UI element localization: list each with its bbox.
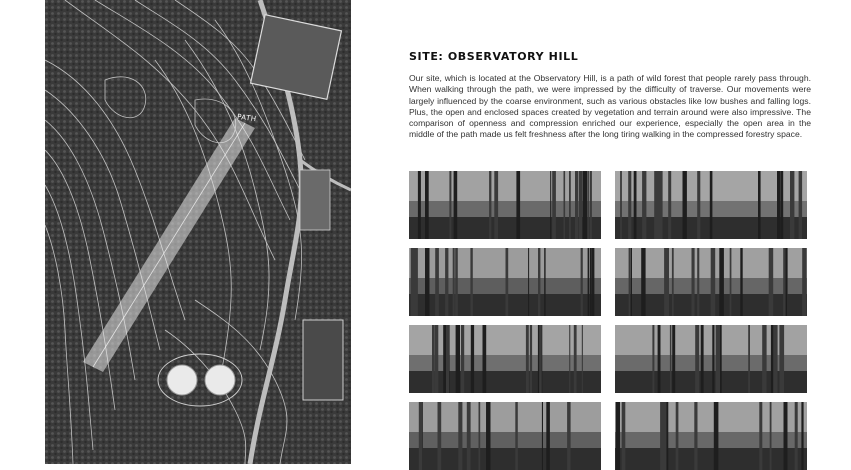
forest-scene bbox=[409, 248, 601, 316]
tree-trunk bbox=[652, 325, 654, 393]
tree-trunk bbox=[569, 171, 571, 239]
tree-trunk bbox=[620, 171, 622, 239]
tree-trunk bbox=[575, 171, 578, 239]
tree-trunk bbox=[583, 171, 588, 239]
tree-trunk bbox=[779, 325, 784, 393]
tree-trunk bbox=[694, 402, 697, 470]
tree-trunk bbox=[719, 248, 724, 316]
tree-trunk bbox=[802, 248, 806, 316]
tree-trunk bbox=[695, 325, 699, 393]
tree-trunk bbox=[790, 171, 794, 239]
tree-trunk bbox=[710, 171, 713, 239]
aerial-site-map bbox=[45, 0, 351, 464]
forest-scene bbox=[409, 325, 601, 393]
tree-trunk bbox=[479, 402, 481, 470]
tree-trunk bbox=[516, 171, 520, 239]
tree-trunk bbox=[528, 248, 529, 316]
tree-trunk bbox=[712, 325, 714, 393]
tree-trunk bbox=[714, 402, 719, 470]
forest-photo-3 bbox=[409, 248, 601, 316]
tree-trunk bbox=[425, 171, 429, 239]
tree-trunk bbox=[435, 325, 439, 393]
tree-trunk bbox=[494, 171, 498, 239]
tree-trunk bbox=[550, 171, 551, 239]
forest-scene bbox=[409, 402, 601, 470]
tree-trunk bbox=[458, 402, 462, 470]
tree-trunk bbox=[777, 171, 781, 239]
tree-trunk bbox=[455, 248, 458, 316]
tree-trunk bbox=[616, 402, 620, 470]
tree-trunk bbox=[641, 248, 645, 316]
tree-trunk bbox=[801, 402, 803, 470]
forest-photo-5 bbox=[409, 325, 601, 393]
tree-trunk bbox=[748, 325, 750, 393]
tree-trunk bbox=[574, 325, 577, 393]
tree-trunk bbox=[711, 248, 716, 316]
tree-trunk bbox=[454, 171, 458, 239]
tree-trunk bbox=[539, 325, 542, 393]
tree-trunk bbox=[419, 402, 422, 470]
map-path-label: PATH bbox=[236, 112, 258, 124]
tree-trunk bbox=[526, 325, 529, 393]
forest-scene bbox=[615, 402, 807, 470]
building bbox=[303, 320, 343, 400]
tree-trunk bbox=[587, 171, 589, 239]
tree-trunk bbox=[631, 248, 632, 316]
tree-trunk bbox=[759, 402, 762, 470]
tree-trunk bbox=[453, 248, 455, 316]
tree-trunk bbox=[579, 171, 582, 239]
forest-photo-4 bbox=[615, 248, 807, 316]
forest-scene bbox=[615, 171, 807, 239]
tree-trunk bbox=[701, 325, 704, 393]
tree-trunk bbox=[716, 325, 720, 393]
forest-scene bbox=[615, 325, 807, 393]
tree-trunk bbox=[470, 248, 472, 316]
tree-trunk bbox=[634, 171, 637, 239]
tree-trunk bbox=[588, 248, 590, 316]
tree-trunk bbox=[664, 248, 669, 316]
tree-trunk bbox=[692, 248, 695, 316]
tree-trunk bbox=[432, 325, 434, 393]
tree-trunk bbox=[670, 325, 672, 393]
tree-trunk bbox=[672, 325, 675, 393]
tree-trunk bbox=[544, 248, 545, 316]
tree-trunk bbox=[658, 325, 661, 393]
tree-trunk bbox=[542, 402, 543, 470]
tree-trunk bbox=[799, 171, 803, 239]
tree-trunk bbox=[740, 248, 742, 316]
map-drawing bbox=[45, 0, 351, 464]
tree-trunk bbox=[668, 171, 671, 239]
tree-trunk bbox=[435, 248, 439, 316]
tree-trunk bbox=[758, 171, 761, 239]
forest-photo-1 bbox=[409, 171, 601, 239]
forest-scene bbox=[409, 171, 601, 239]
tree-trunk bbox=[683, 171, 687, 239]
page-title: SITE: OBSERVATORY HILL bbox=[409, 50, 579, 63]
tree-trunk bbox=[569, 325, 570, 393]
tree-trunk bbox=[506, 248, 509, 316]
water-tank bbox=[205, 365, 235, 395]
tree-trunk bbox=[592, 248, 595, 316]
tree-trunk bbox=[672, 248, 674, 316]
tree-trunk bbox=[786, 248, 788, 316]
tree-trunk bbox=[552, 171, 556, 239]
tree-trunk bbox=[774, 325, 776, 393]
tree-trunk bbox=[445, 248, 448, 316]
tree-trunk bbox=[483, 325, 487, 393]
tree-trunk bbox=[795, 402, 798, 470]
tree-trunk bbox=[418, 171, 421, 239]
tree-trunk bbox=[538, 248, 540, 316]
water-tank bbox=[167, 365, 197, 395]
tree-trunk bbox=[642, 171, 646, 239]
tree-trunk bbox=[425, 248, 430, 316]
tree-trunk bbox=[629, 248, 631, 316]
tree-trunk bbox=[546, 402, 550, 470]
tree-trunk bbox=[486, 402, 490, 470]
tree-trunk bbox=[564, 171, 566, 239]
tree-trunk bbox=[471, 325, 474, 393]
tree-trunk bbox=[467, 402, 471, 470]
tree-trunk bbox=[489, 171, 491, 239]
tree-trunk bbox=[414, 248, 418, 316]
tree-trunk bbox=[622, 402, 626, 470]
tree-trunk bbox=[697, 248, 699, 316]
tree-trunk bbox=[590, 171, 592, 239]
tree-trunk bbox=[515, 402, 518, 470]
tree-trunk bbox=[771, 325, 773, 393]
forest-photo-6 bbox=[615, 325, 807, 393]
tree-trunk bbox=[567, 402, 571, 470]
tree-trunk bbox=[762, 325, 766, 393]
tree-trunk bbox=[784, 402, 788, 470]
tree-trunk bbox=[461, 325, 464, 393]
tree-trunk bbox=[730, 248, 732, 316]
tree-trunk bbox=[438, 402, 442, 470]
tree-trunk bbox=[530, 325, 532, 393]
forest-photo-2 bbox=[615, 171, 807, 239]
tree-trunk bbox=[590, 248, 592, 316]
tree-trunk bbox=[581, 248, 583, 316]
tree-trunk bbox=[443, 325, 445, 393]
tree-trunk bbox=[582, 325, 583, 393]
tree-trunk bbox=[769, 248, 774, 316]
tree-trunk bbox=[676, 402, 678, 470]
tree-trunk bbox=[654, 171, 659, 239]
tree-trunk bbox=[446, 325, 449, 393]
forest-photo-7 bbox=[409, 402, 601, 470]
tree-trunk bbox=[666, 402, 668, 470]
tree-trunk bbox=[628, 171, 631, 239]
tree-trunk bbox=[781, 171, 783, 239]
forest-photo-8 bbox=[615, 402, 807, 470]
tree-trunk bbox=[456, 325, 460, 393]
tree-trunk bbox=[664, 402, 667, 470]
site-description: Our site, which is located at the Observatory Hill, is a path of wild forest that people rarely pass through. When walking through the path, we were impressed by the difficulty of traverse. Our movements were largely influenced by the coarse environment, such as various obstacles like low bushes and falling logs. Plus, the open and enclosed spaces created by vegetation and terrain around were also impressive. The comparison of openness and compression enriched our experience, especially the open area in the middle of the path made us felt freshness after the long tiring walking in the compressed forestry space. bbox=[409, 73, 811, 140]
tree-trunk bbox=[697, 171, 700, 239]
forest-scene bbox=[615, 248, 807, 316]
tree-trunk bbox=[449, 171, 451, 239]
tree-trunk bbox=[770, 402, 772, 470]
